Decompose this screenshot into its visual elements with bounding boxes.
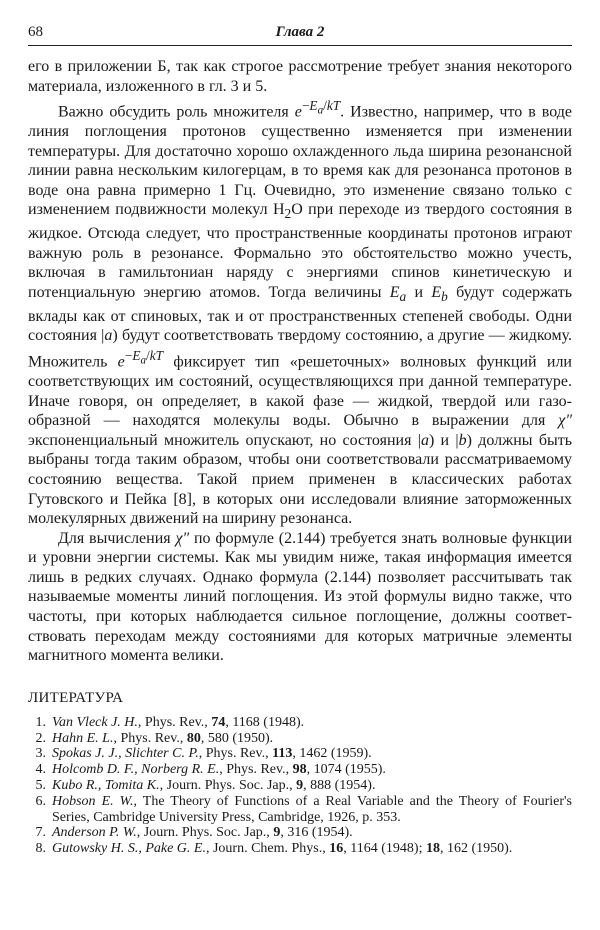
reference-authors: Hahn E. L. [52,730,114,746]
reference-number: 3. [35,746,46,762]
reference-volume: 113 [272,746,293,762]
reference-number: 4. [35,762,46,778]
header-rule [28,45,572,46]
reference-item [28,746,572,762]
reference-authors: Van Vleck J. H. [52,714,138,730]
reference-number: 5. [35,778,46,794]
reference-item [28,841,572,857]
reference-pages-year: , 888 (1954). [303,778,376,794]
references-list [28,715,572,857]
reference-source: , The Theory of Functions of a Real Variable and the Theory of Fourier's Series, Cambridge University Press, Cambridge, 1926, p. 353. [52,793,572,825]
reference-source: , Journ. Chem. Phys., [205,841,330,857]
reference-volume: 9 [273,825,281,841]
reference-source: , Phys. Rev., [219,762,293,778]
reference-number: 8. [35,841,46,857]
paragraph-continued: его в приложении Б, так как строгое рассмотрение требует знания некоторого материала, изложенного в гл. 3 и 5. [28,58,572,95]
reference-number: 6. [35,793,46,809]
references-heading: ЛИТЕРАТУРА [28,689,124,706]
reference-authors: Holcomb D. F., Norberg R. E. [52,762,220,778]
reference-volume: 80 [186,730,201,746]
page-body [28,57,572,857]
reference-number: 1. [35,714,46,730]
reference-pages-year: , 580 (1950). [200,730,274,746]
reference-item [28,762,572,778]
reference-volume: 98 [292,762,307,778]
reference-item [28,715,572,731]
reference-item [28,731,572,747]
reference-item [28,825,572,841]
reference-source: , Phys. Rev., [113,730,187,746]
reference-number: 7. [35,825,46,841]
chapter-title: Глава 2 [275,24,325,40]
reference-pages-year-2: , 162 (1950). [439,841,513,857]
reference-volume: 9 [296,778,304,794]
reference-authors: Hobson E. W. [52,793,134,809]
running-header [28,24,572,44]
reference-item [28,778,572,794]
reference-authors: Anderson P. W. [52,825,137,841]
page-number: 68 [28,24,43,40]
reference-source: , Phys. Rev., [137,714,212,730]
reference-pages-year: , 1074 (1955). [306,762,386,778]
reference-volume: 74 [211,714,226,730]
reference-authors: Spokas J. J., Slichter C. P. [52,746,199,762]
reference-source: , Journ. Phys. Soc. Jap., [159,778,297,794]
reference-authors: Kubo R., Tomita K. [52,778,160,794]
reference-source: , Journ. Phys. Soc. Jap., [136,825,274,841]
reference-source: , Phys. Rev., [198,746,273,762]
reference-volume-2: 18 [425,841,440,857]
paragraph-chi-calculation: Для вычисления χ″ по формуле (2.144) требуется знать волновые функции и уровни энергии системы. Как мы увидим ниже, такая информация имеется лишь в редких случаях. Однако формула (2.144) позволяет рассчитывать так называемые моменты линий поглощения. Из этой формулы видно также, что частоты, при которых наблюдается сильное поглощение, должны соответствовать переходам между состояниями для которых матричные элементы магнитного момента велики. [28,529,573,665]
reference-number: 2. [35,730,46,746]
reference-volume: 16 [329,841,344,857]
paragraph-exponential-factor: Важно обсудить роль множителя $e^{-E_a/kT}$. Известно, например, что в воде линия поглощения протонов существенно изменяется при изменении температуры. Для достаточно хорошо охлажденного льда ширина резонансной линии равна нескольким килогерцам, в то время как для резонанса протонов в воде она равна примерно 1 Гц. Очевидно, это изменение связано только с изменением подвижности молекул $H_2O$ при переходе из твердого состояния в жидкое. Отсюда следует, что пространственные координаты протонов играют важную роль в резонансе. Формально это обстоятельство можно учесть, включая в гамильтониан наряду с энергиями спинов кинетическую и потенциальную энергию атомов. Тогда величины $E_a$ и $E_b$ будут содержать вклады как от спиновых, так и от пространственных степеней свободы. Одни состояния |a) будут соответствовать твердому состоянию, а другие — жидкому. Множитель $e^{-E_a/kT}$ фиксирует тип «решеточных» волновых функций или соответствующих им состояний, осуществляющихся при данной температуре. Иначе говоря, он определяет, в какой фазе — жидкой, твердой или газообразной — находятся молекулы воды. Обычно в выражении для χ″ экспоненциальный множитель опускают, но состояния |a) и |b) должны быть выбраны тогда таким образом, чтобы они соответствовали рассматриваемому состоянию вещества. Такой прием применен в классических работах Гутовского и Пейка [8], в которых они исследовали влияние заторможенных молекулярных движений на ширину резонанса. [28,98,573,528]
reference-item [28,794,572,826]
reference-pages-year: , 1164 (1948); [343,841,426,857]
reference-pages-year: , 1462 (1959). [292,746,372,762]
reference-authors: Gutowsky H. S., Pake G. E. [52,841,206,857]
reference-pages-year: , 316 (1954). [280,825,353,841]
reference-pages-year: , 1168 (1948). [225,714,305,730]
